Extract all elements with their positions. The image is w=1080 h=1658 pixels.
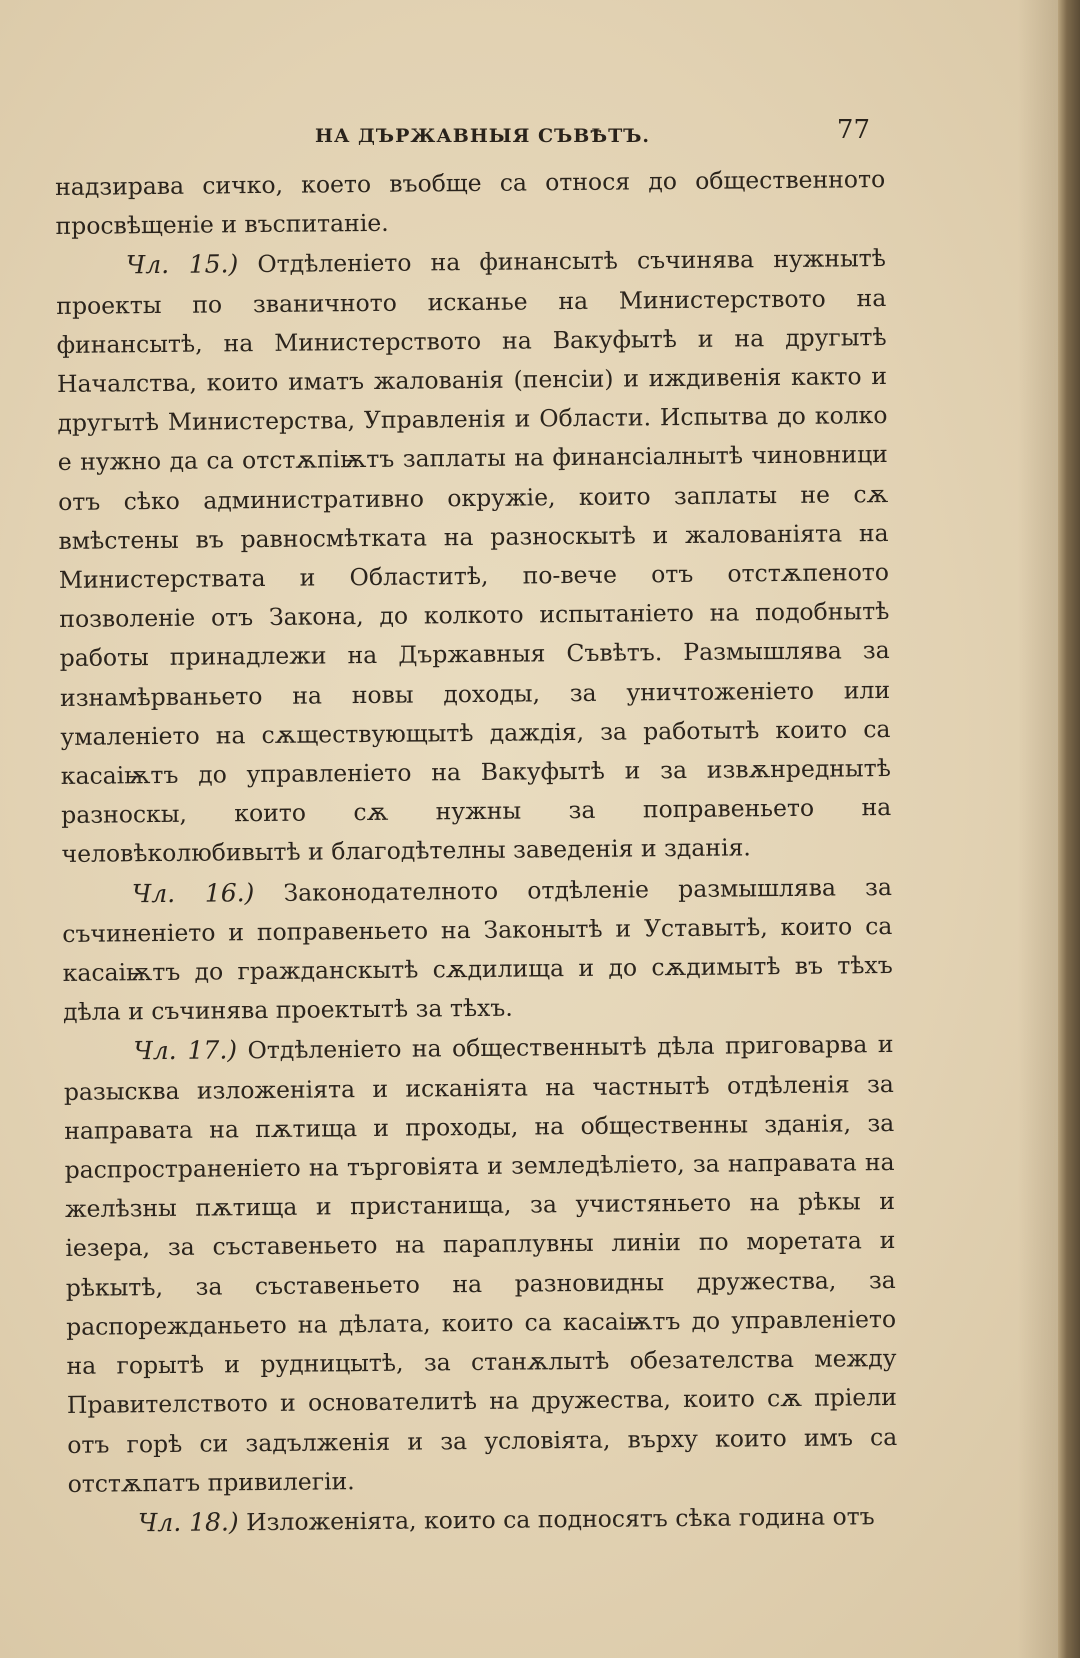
gutter-shadow [1018, 0, 1058, 1658]
paragraph [63, 1024, 897, 1503]
paragraph [55, 160, 886, 246]
paragraph-text: надзирава сичко, което въобще са относя до общественното просвѣщеніе и въспитаніе. [55, 165, 886, 241]
page-number: 77 [836, 115, 870, 145]
paragraph-text: Отдѣленіето на финансытѣ съчинява нужнытѣ проекты по званичното исканье на Министерството на финансытѣ, на Министерството на Вакуфытѣ и на другытѣ Началства, които иматъ жалованія (пенсіи) и иждивенія както и другытѣ Министерства, Управленія и Области. Испытва до колко е нужно да са отстѫпіѭтъ заплаты на финансіалнытѣ чиновници отъ сѣко административно окружіе, които заплаты не сѫ вмѣстены въ равносмѣтката на разноскытѣ и жалованіята на Министерствата и Областитѣ, по-вече отъ отстѫпеното позволеніе отъ Закона, до колкото испытаніето на подобнытѣ работы принадлежи на Държавныя Съвѣтъ. Размышлява за изнамѣрваньето на новы доходы, за уничтоженіето или умаленіето на сѫществующытѣ даждія, за работытѣ които са касаіѭтъ до управленіето на Вакуфытѣ и за извѫнреднытѣ разноскы, които сѫ нужны за поправеньето на человѣколюбивытѣ и благодѣтелны заведенія и зданія. [56, 244, 892, 869]
running-head [60, 115, 875, 155]
paragraph-text: Законодателното отдѣленіе размышлява за съчиненіето и поправеньето на Законытѣ и Уставытѣ, които са касаіѭтъ до гражданскытѣ сѫдилища и до сѫдимытѣ въ тѣхъ дѣла и съчинява проектытѣ за тѣхъ. [62, 872, 893, 1027]
paragraph [62, 867, 893, 1033]
article-ref: Чл. 16.) [131, 877, 255, 908]
paragraph [68, 1496, 898, 1544]
article-ref: Чл. 18.) [137, 1507, 239, 1538]
paragraph [56, 238, 892, 874]
article-ref: Чл. 15.) [125, 249, 239, 280]
paragraph-text: Отдѣленіето на общественнытѣ дѣла приговарва и разысква изложеніята и исканіята на частнытѣ отдѣленія за направата на пѫтища и проходы, на общественны зданія, за распространеніето на търговіята и земледѣліето, за направата на желѣзны пѫтища и пристанища, за учистяньето на рѣкы и іезера, за съставеньето на параплувны линіи по моретата и рѣкытѣ, за съставеньето на разновидны дружества, за распорежданьето на дѣлата, които са касаіѭтъ до управленіето на горытѣ и рудницытѣ, за станѫлытѣ обезателства между Правителството и основателитѣ на дружества, които сѫ пріели отъ горѣ си задълженія и за условіята, върху които имъ са отстѫпатъ привилегіи. [63, 1030, 898, 1498]
running-title: НА ДЪРЖАВНЫЯ СЪВѢТЪ. [315, 125, 651, 147]
book-gutter [1058, 0, 1080, 1658]
body-text [55, 160, 898, 1544]
paragraph-text: Изложеніята, които са подносятъ сѣка година отъ [246, 1502, 875, 1537]
article-ref: Чл. 17.) [133, 1035, 238, 1066]
